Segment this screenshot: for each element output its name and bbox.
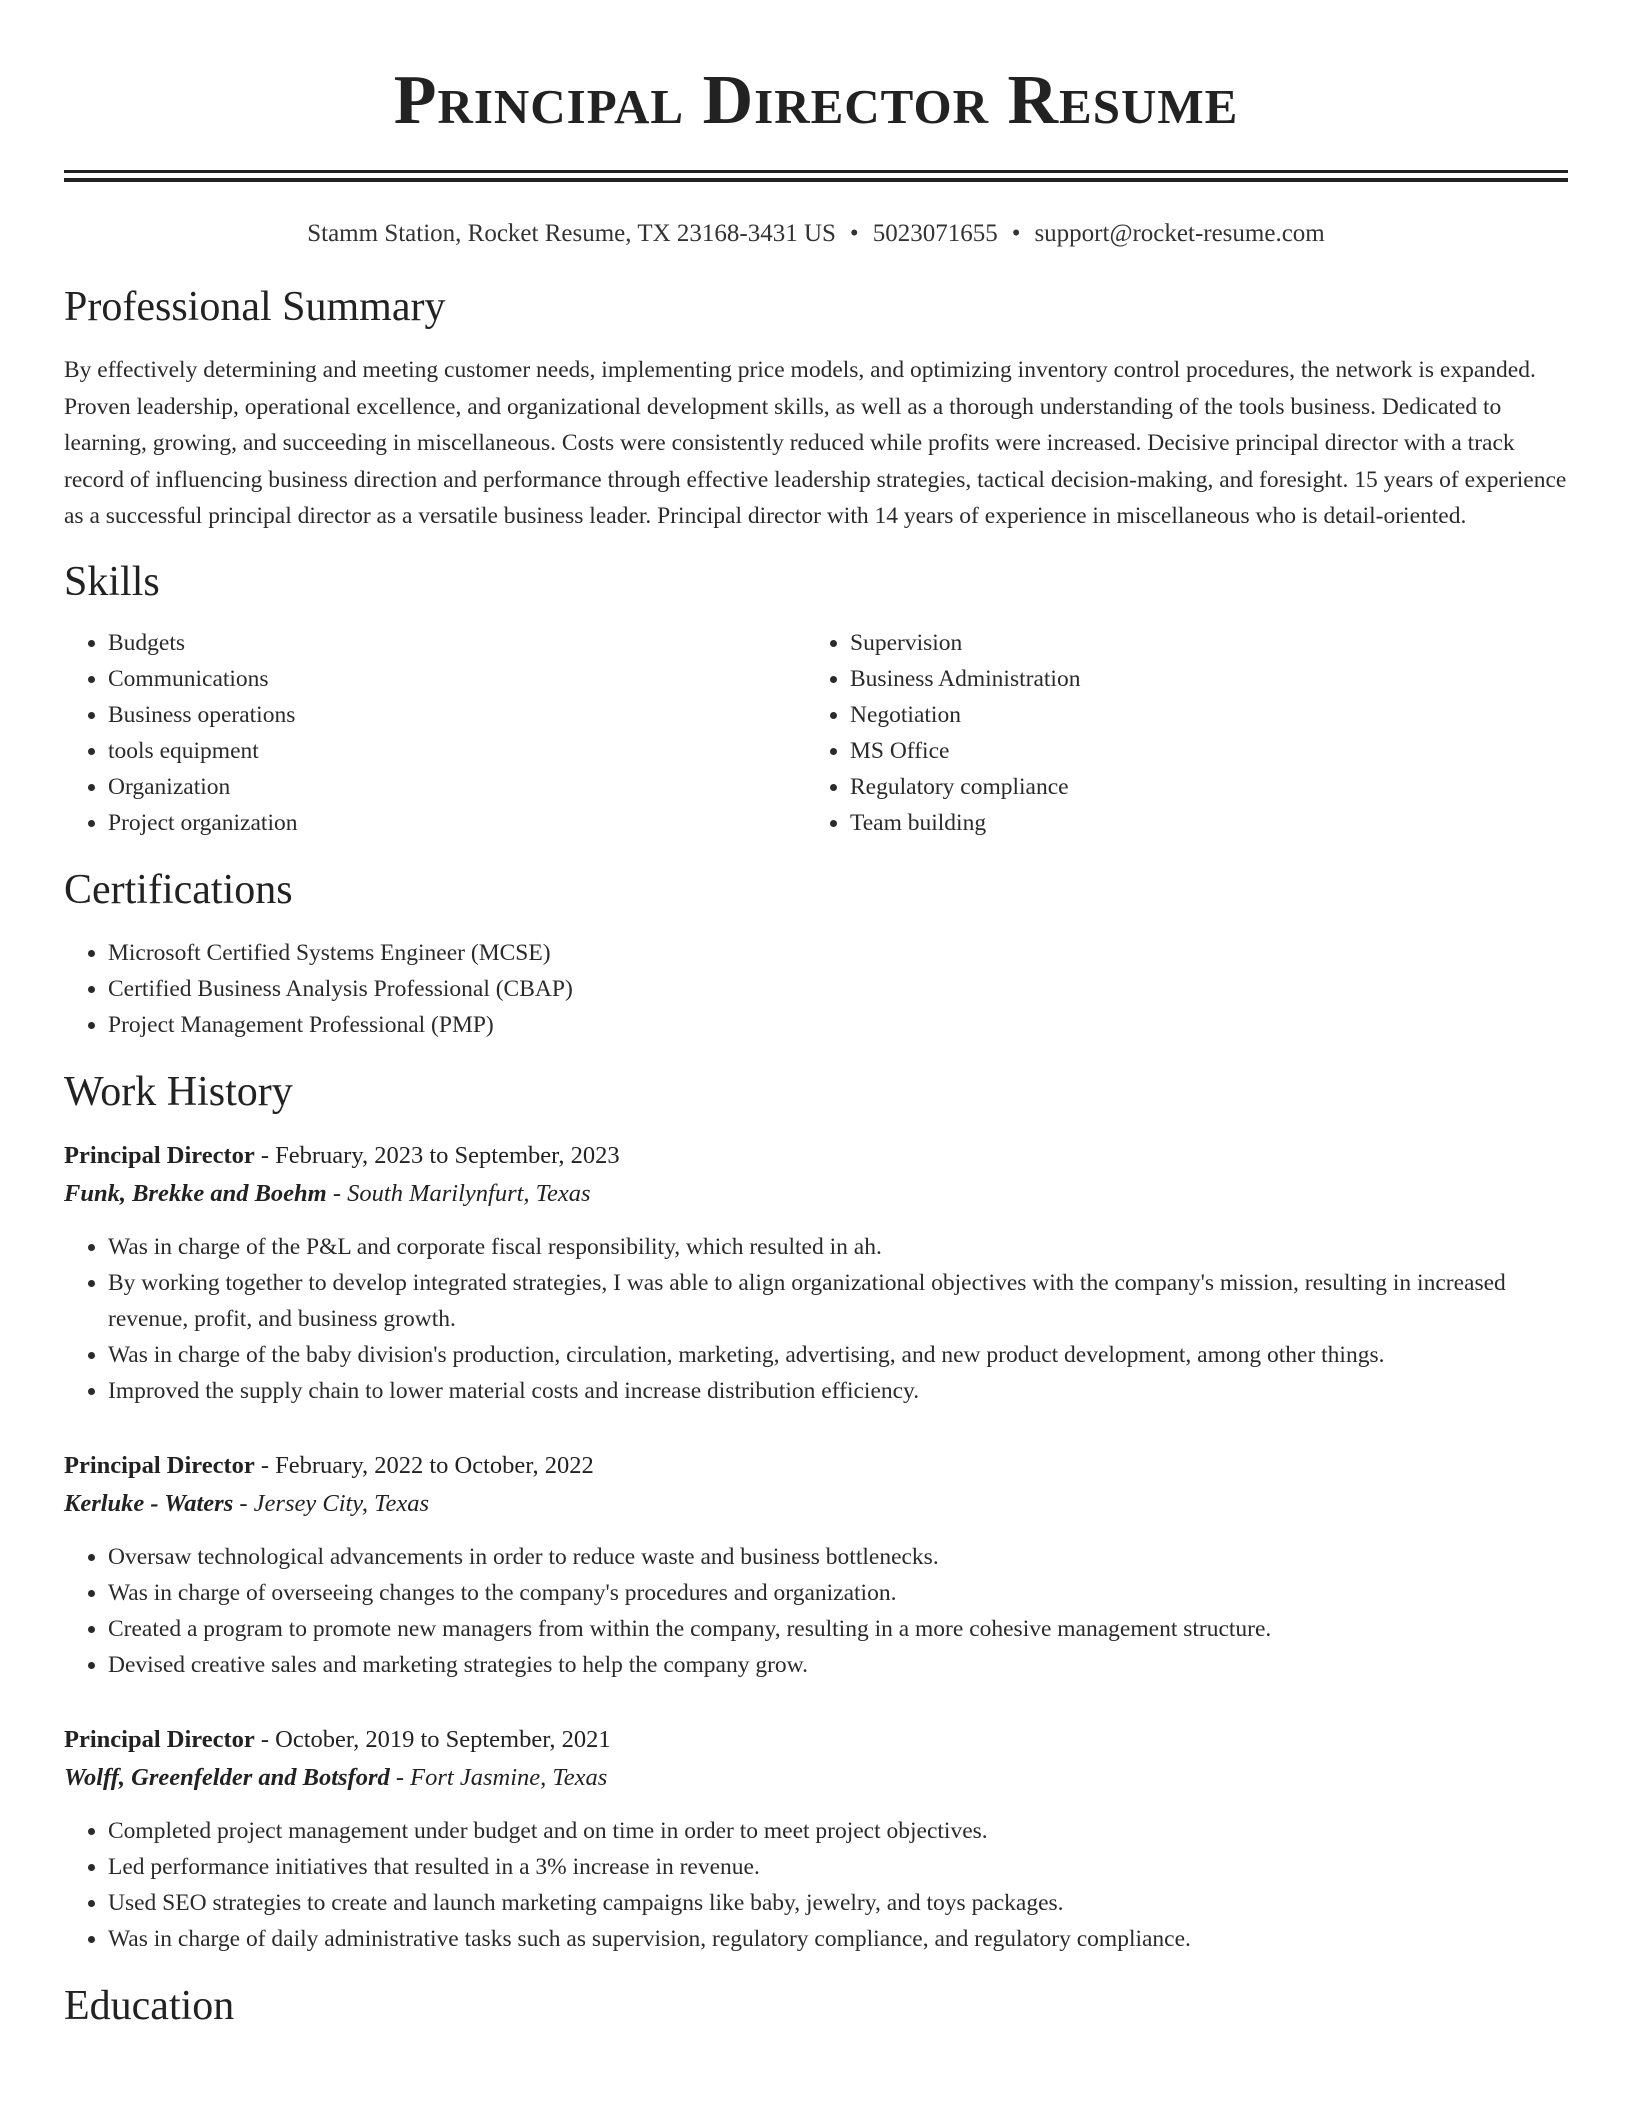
certifications-list (64, 935, 1568, 1043)
contact-separator: • (1011, 220, 1021, 247)
contact-separator: • (849, 220, 859, 247)
skill-item: • Supervision (850, 625, 1548, 661)
skill-item: • Organization (108, 769, 806, 805)
skill-item: • Business operations (108, 697, 806, 733)
certification-item: • Project Management Professional (PMP) (108, 1007, 1568, 1043)
job-bullet: • Was in charge of the P&L and corporate fiscal responsibility, which resulted in ah. (108, 1229, 1568, 1265)
skill-item: • tools equipment (108, 733, 806, 769)
job-location: - Fort Jasmine, Texas (389, 1763, 608, 1791)
contact-address: Stamm Station, Rocket Resume, TX 23168-3431 US (307, 220, 836, 247)
summary-heading: Professional Summary (64, 284, 446, 330)
job-dates: - February, 2023 to September, 2023 (254, 1141, 620, 1169)
skills-list-left (64, 625, 806, 841)
job-entry (64, 1721, 1568, 1957)
title-rule-top (64, 170, 1568, 173)
resume-page (64, 0, 1568, 2031)
skill-item: • Business Administration (850, 661, 1548, 697)
job-location: - South Marilynfurt, Texas (326, 1179, 591, 1207)
job-company: Kerluke - Waters (64, 1489, 234, 1517)
job-bullet: • Was in charge of daily administrative tasks such as supervision, regulatory compliance, and regulatory compliance. (108, 1921, 1568, 1957)
job-role: Principal Director (64, 1725, 255, 1753)
job-company: Funk, Brekke and Boehm (64, 1179, 327, 1207)
job-title-line (64, 1447, 1568, 1485)
job-bullet: • Devised creative sales and marketing strategies to help the company grow. (108, 1647, 1568, 1683)
job-bullet: • By working together to develop integrated strategies, I was able to align organizational objectives with the company's mission, resulting in increased revenue, profit, and business growth. (108, 1265, 1568, 1337)
skill-item: • Team building (850, 805, 1548, 841)
job-entry (64, 1137, 1568, 1409)
job-bullet: • Used SEO strategies to create and launch marketing campaigns like baby, jewelry, and toys packages. (108, 1885, 1568, 1921)
job-company: Wolff, Greenfelder and Botsford (64, 1763, 390, 1791)
job-bullet: • Completed project management under budget and on time in order to meet project objectives. (108, 1813, 1568, 1849)
job-bullet: • Led performance initiatives that resulted in a 3% increase in revenue. (108, 1849, 1568, 1885)
job-company-line (64, 1175, 1568, 1213)
skill-item: • Negotiation (850, 697, 1548, 733)
contact-line (64, 218, 1568, 250)
certifications-heading: Certifications (64, 866, 293, 913)
job-company-line (64, 1759, 1568, 1797)
job-title-line (64, 1137, 1568, 1175)
job-bullets (64, 1539, 1568, 1683)
skill-item: • Budgets (108, 625, 806, 661)
skill-item: • Communications (108, 661, 806, 697)
certification-item: • Certified Business Analysis Professional (CBAP) (108, 971, 1568, 1007)
skill-item: • MS Office (850, 733, 1548, 769)
job-bullets (64, 1229, 1568, 1409)
job-bullet: • Created a program to promote new managers from within the company, resulting in a more cohesive management structure. (108, 1611, 1568, 1647)
job-title-line (64, 1721, 1568, 1759)
title-rule-bottom (64, 178, 1568, 182)
contact-phone: 5023071655 (872, 220, 998, 247)
skills-list-right (806, 625, 1548, 841)
summary-text: By effectively determining and meeting customer needs, implementing price models, and optimizing inventory control procedures, the network is expanded. Proven leadership, operational excellence, and organizational development skills, as well as a thorough understanding of the tools business. Dedicated to learning, growing, and succeeding in miscellaneous. Costs were consistently reduced while profits were increased. Decisive principal director with a track record of influencing business direction and performance through effective leadership strategies, tactical decision-making, and foresight. 15 years of experience as a successful principal director as a versatile business leader. Principal director with 14 years of experience in miscellaneous who is detail-oriented. (64, 357, 1567, 529)
skills-heading: Skills (64, 558, 160, 605)
skills-column-right (806, 625, 1548, 841)
job-entry (64, 1447, 1568, 1683)
skill-item: • Project organization (108, 805, 806, 841)
job-role: Principal Director (64, 1141, 255, 1169)
certification-item: • Microsoft Certified Systems Engineer (MCSE) (108, 935, 1568, 971)
job-dates: - February, 2022 to October, 2022 (254, 1451, 594, 1479)
job-bullet: • Oversaw technological advancements in order to reduce waste and business bottlenecks. (108, 1539, 1568, 1575)
page-title: Principal Director Resume (393, 62, 1239, 139)
contact-email: support@rocket-resume.com (1034, 220, 1325, 247)
job-company-line (64, 1485, 1568, 1523)
job-bullet: • Improved the supply chain to lower material costs and increase distribution efficiency. (108, 1373, 1568, 1409)
skills-grid (64, 625, 1568, 841)
skills-column-left (64, 625, 806, 841)
job-location: - Jersey City, Texas (233, 1489, 429, 1517)
job-bullet: • Was in charge of the baby division's production, circulation, marketing, advertising, and new product development, among other things. (108, 1337, 1568, 1373)
job-role: Principal Director (64, 1451, 255, 1479)
job-dates: - October, 2019 to September, 2021 (254, 1725, 611, 1753)
education-heading: Education (64, 1982, 235, 2029)
job-bullet: • Was in charge of overseeing changes to the company's procedures and organization. (108, 1575, 1568, 1611)
job-bullets (64, 1813, 1568, 1957)
skill-item: • Regulatory compliance (850, 769, 1548, 805)
work-history-heading: Work History (64, 1068, 293, 1115)
